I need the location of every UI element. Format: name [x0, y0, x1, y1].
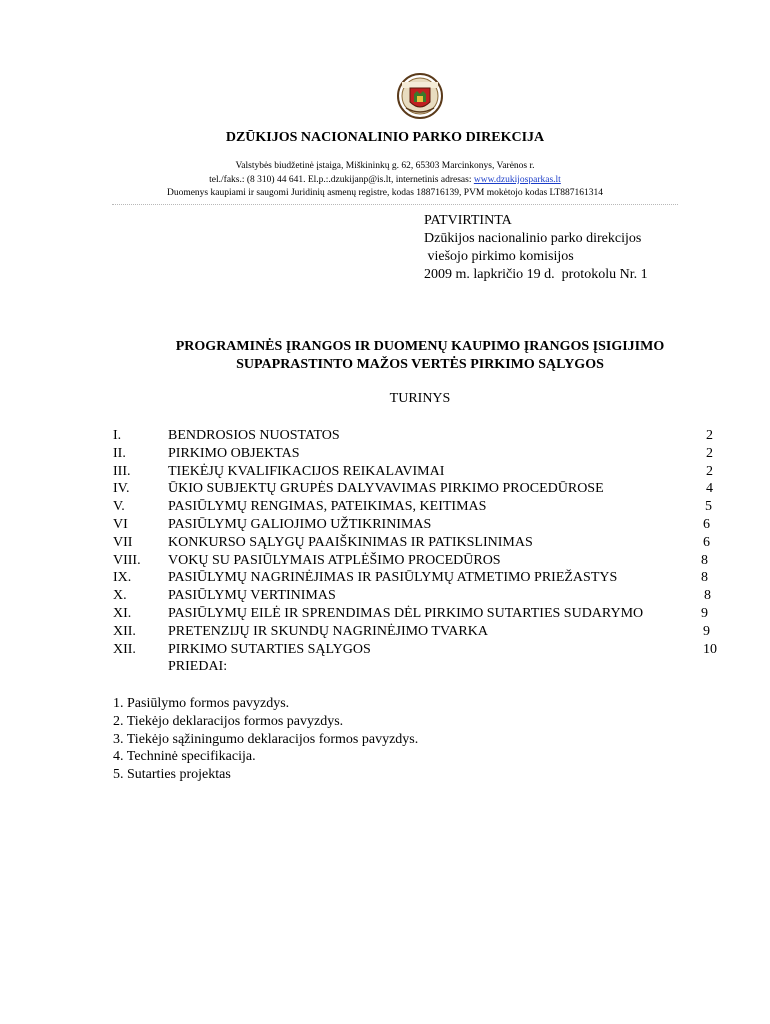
- toc-title: PASIŪLYMŲ GALIOJIMO UŽTIKRINIMAS: [168, 516, 432, 532]
- document-title-line: PROGRAMINĖS ĮRANGOS IR DUOMENŲ KAUPIMO ĮRANGOS ĮSIGIJIMO: [175, 339, 665, 354]
- toc-title: PIRKIMO OBJEKTAS: [168, 445, 300, 461]
- toc-number: II.: [113, 445, 126, 461]
- toc-page: 5: [705, 499, 712, 515]
- annex-list: [113, 695, 418, 784]
- toc-row: [113, 641, 723, 659]
- annex-item: 3. Tiekėjo sąžiningumo deklaracijos formos pavyzdys.: [113, 731, 419, 747]
- toc-title: PASIŪLYMŲ NAGRINĖJIMAS IR PASIŪLYMŲ ATMETIMO PRIEŽASTYS: [168, 570, 618, 586]
- toc-title: PASIŪLYMŲ EILĖ IR SPRENDIMAS DĖL PIRKIMO SUTARTIES SUDARYMO: [168, 605, 644, 621]
- header-divider: [112, 204, 678, 205]
- organization-title: DZŪKIJOS NACIONALINIO PARKO DIREKCIJA: [225, 130, 545, 145]
- toc-title: PRIEDAI:: [168, 659, 228, 675]
- toc-number: III.: [113, 463, 131, 479]
- toc-row: [113, 427, 723, 445]
- park-emblem-icon: [396, 72, 444, 120]
- toc-row: [113, 534, 723, 552]
- toc-page: 2: [706, 428, 713, 443]
- toc-number: VIII.: [113, 552, 141, 568]
- toc-row: [113, 623, 723, 641]
- toc-row: [113, 498, 723, 516]
- approval-line: Dzūkijos nacionalinio parko direkcijos: [424, 231, 642, 246]
- toc-title: ŪKIO SUBJEKTŲ GRUPĖS DALYVAVIMAS PIRKIMO PROCEDŪROSE: [168, 481, 604, 497]
- toc-number: VII: [113, 534, 133, 550]
- approval-line: 2009 m. lapkričio 19 d. protokolu Nr. 1: [424, 267, 648, 282]
- contacts-text: tel./faks.: (8 310) 44 641. El.p.:.dzukijanp@is.lt, internetinis adresas:: [209, 175, 474, 185]
- toc-title: TIEKĖJŲ KVALIFIKACIJOS REIKALAVIMAI: [168, 463, 445, 479]
- toc-row: [113, 605, 723, 623]
- toc-row: [113, 552, 723, 570]
- document-title: [0, 338, 770, 374]
- toc-title: PASIŪLYMŲ RENGIMAS, PATEIKIMAS, KEITIMAS: [168, 499, 487, 515]
- toc-number: V.: [113, 499, 125, 515]
- toc-title: VOKŲ SU PASIŪLYMAIS ATPLĖŠIMO PROCEDŪROS: [168, 552, 501, 568]
- toc-number: X.: [113, 588, 127, 604]
- toc-number: VI: [113, 516, 128, 532]
- annex-item: 1. Pasiūlymo formos pavyzdys.: [113, 696, 290, 711]
- toc-title: PASIŪLYMŲ VERTINIMAS: [168, 588, 336, 604]
- organization-registry: Duomenys kaupiami ir saugomi Juridinių asmenų registre, kodas 188716139, PVM mokėtojo kodas LT887161314: [166, 188, 604, 198]
- toc-page: 2: [706, 445, 713, 461]
- toc-page: 8: [701, 552, 708, 568]
- toc-page: 8: [704, 588, 711, 604]
- annex-item: 4. Techninė specifikacija.: [113, 749, 256, 765]
- document-title-line: SUPAPRASTINTO MAŽOS VERTĖS PIRKIMO SĄLYGOS: [236, 357, 604, 372]
- toc-page: 10: [703, 641, 717, 657]
- organization-contacts: [0, 174, 770, 187]
- toc-row: [113, 480, 723, 498]
- toc-number: XII.: [113, 641, 136, 657]
- toc-page: 6: [703, 516, 710, 532]
- toc-row: [113, 658, 723, 676]
- toc-number: XII.: [113, 623, 136, 639]
- annex-item: 5. Sutarties projektas: [113, 767, 231, 783]
- toc-heading: TURINYS: [389, 391, 451, 406]
- toc-row: [113, 445, 723, 463]
- toc-page: 6: [703, 534, 710, 550]
- toc-number: IV.: [113, 481, 130, 497]
- annex-item: 2. Tiekėjo deklaracijos formos pavyzdys.: [113, 713, 344, 729]
- toc-number: XI.: [113, 605, 132, 621]
- toc-page: 9: [701, 605, 708, 621]
- table-of-contents: [113, 427, 723, 676]
- toc-number: I.: [113, 428, 122, 443]
- toc-row: [113, 516, 723, 534]
- toc-page: 8: [701, 570, 708, 586]
- toc-number: IX.: [113, 570, 132, 586]
- toc-row: [113, 569, 723, 587]
- approval-block: [424, 212, 648, 284]
- approval-line: PATVIRTINTA: [424, 213, 512, 228]
- toc-title: KONKURSO SĄLYGŲ PAAIŠKINIMAS IR PATIKSLINIMAS: [168, 534, 533, 550]
- organization-address: Valstybės biudžetinė įstaiga, Miškininkų g. 62, 65303 Marcinkonys, Varėnos r.: [235, 161, 535, 171]
- approval-line: viešojo pirkimo komisijos: [424, 249, 574, 264]
- toc-page: 2: [706, 463, 713, 479]
- toc-title: PRETENZIJŲ IR SKUNDŲ NAGRINĖJIMO TVARKA: [168, 623, 488, 639]
- toc-title: BENDROSIOS NUOSTATOS: [168, 428, 340, 443]
- toc-page: 4: [706, 481, 713, 497]
- website-link[interactable]: www.dzukijosparkas.lt: [473, 175, 561, 185]
- toc-page: 9: [703, 623, 710, 639]
- toc-title: PIRKIMO SUTARTIES SĄLYGOS: [168, 641, 371, 657]
- toc-row: [113, 587, 723, 605]
- toc-row: [113, 463, 723, 481]
